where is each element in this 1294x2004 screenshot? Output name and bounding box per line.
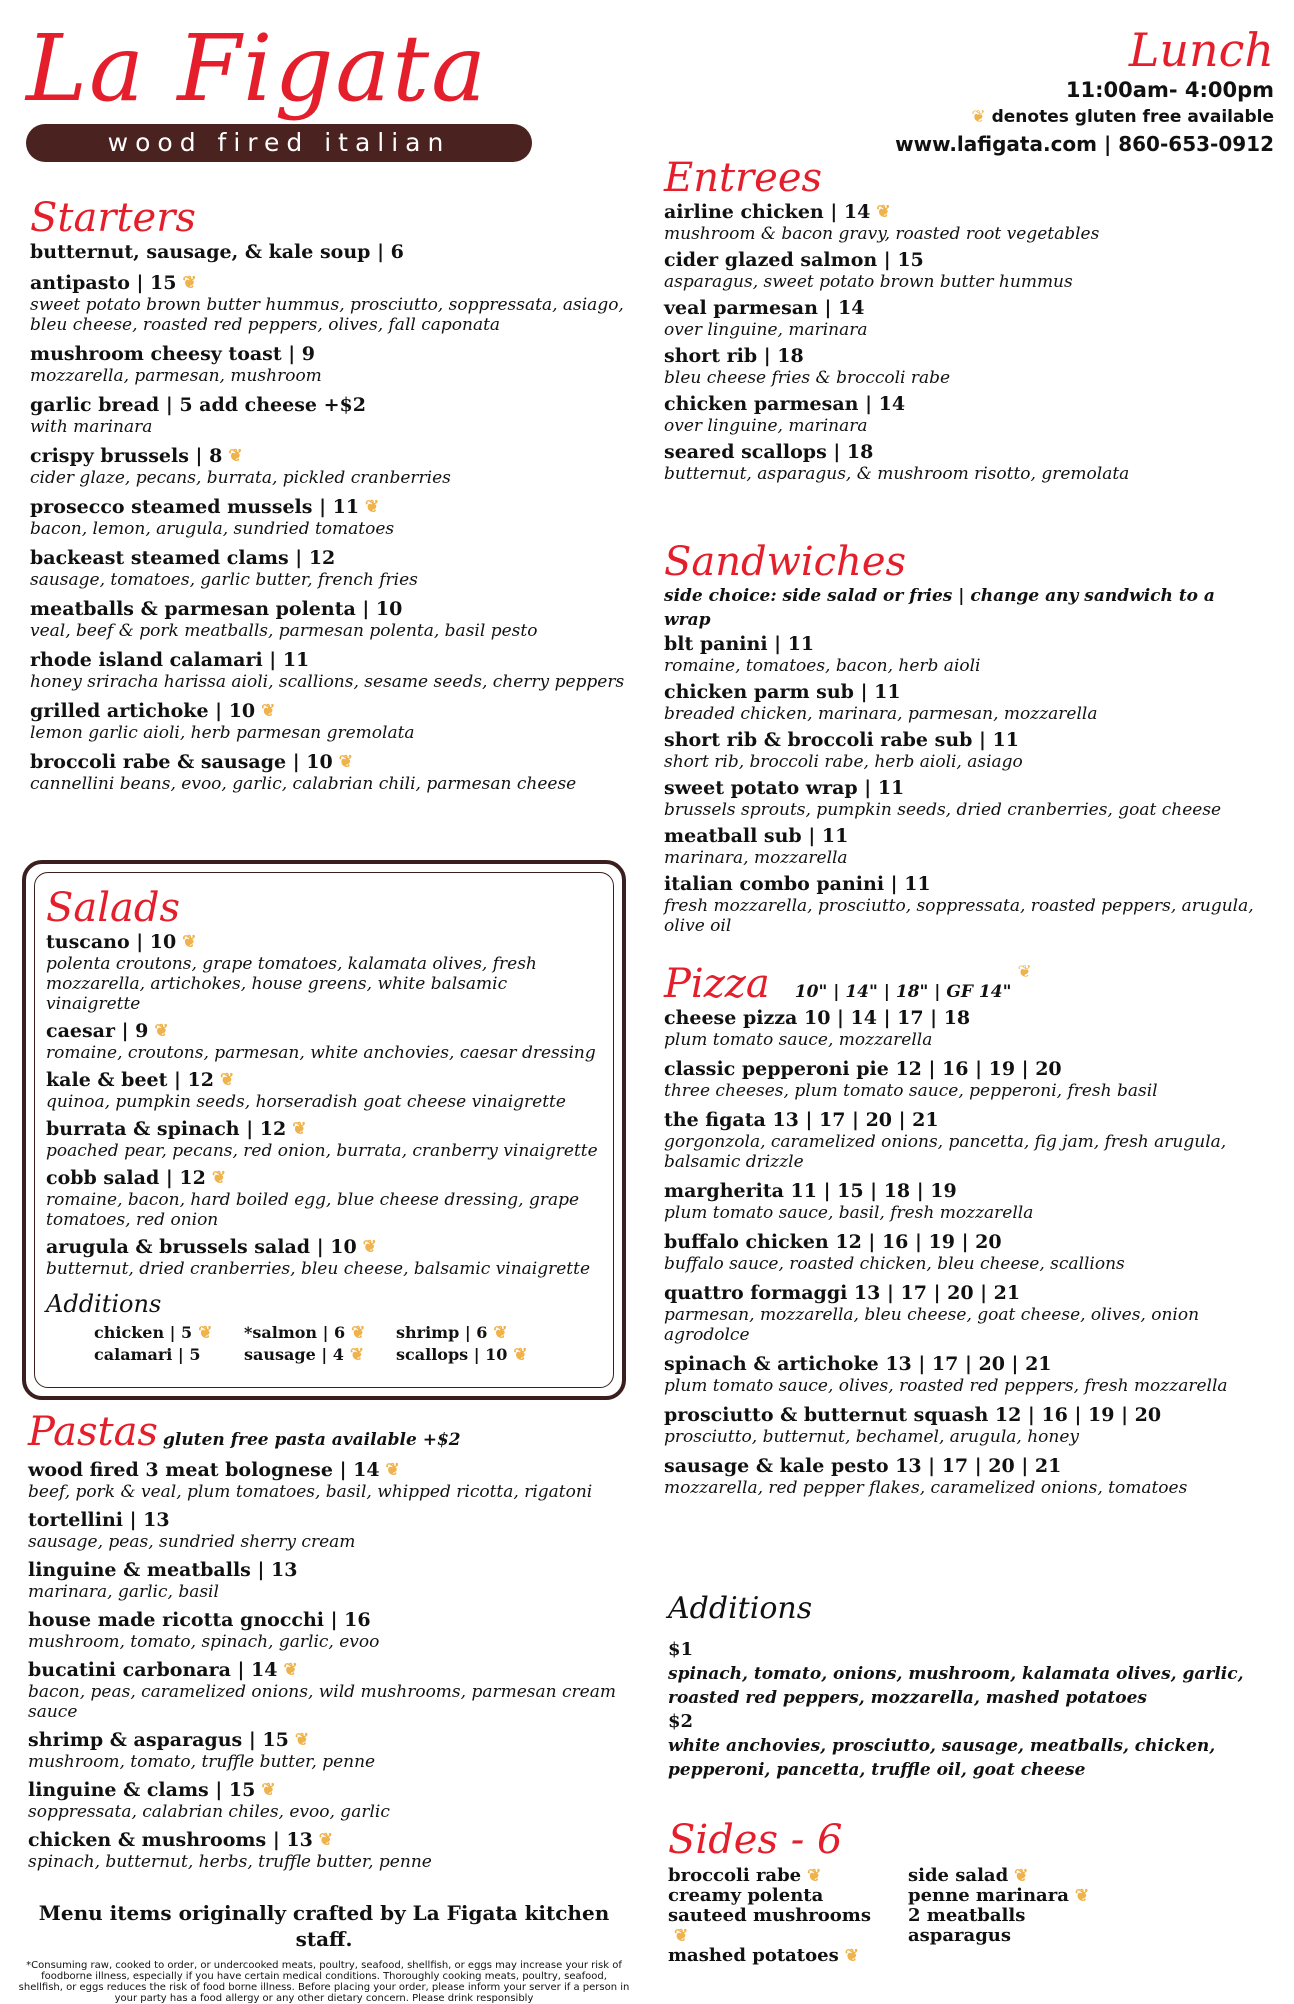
menu-item-description: plum tomato sauce, basil, fresh mozzarella: [664, 1203, 1034, 1223]
footer-credit: Menu items originally crafted by La Figata kitchen staff.: [38, 1901, 610, 1951]
menu-item-name: [664, 200, 1264, 224]
menu-item-description: romaine, croutons, parmesan, white anchovies, caesar dressing: [46, 1043, 596, 1063]
menu-item: [30, 240, 630, 264]
menu-item-name: [46, 1068, 606, 1092]
menu-item-name-text: grilled artichoke | 10: [30, 700, 256, 722]
addition-item: calamari | 5: [94, 1345, 201, 1364]
menu-item-name-text: prosciutto & butternut squash 12 | 16 | 19 | 20: [664, 1404, 1162, 1426]
menu-item-description: marinara, garlic, basil: [28, 1582, 219, 1602]
menu-item: [664, 1179, 1264, 1223]
menu-item-name: [664, 1281, 1264, 1305]
sides-left: [668, 1866, 888, 1966]
menu-header: [895, 24, 1274, 158]
side-item: 2 meatballs: [908, 1905, 1026, 1926]
menu-item-description: plum tomato sauce, mozzarella: [664, 1030, 933, 1050]
menu-item: [664, 1352, 1264, 1396]
menu-item-description: mozzarella, red pepper flakes, caramelized onions, tomatoes: [664, 1478, 1188, 1498]
menu-item-description: sweet potato brown butter hummus, prosciutto, soppressata, asiago, bleu cheese, roasted red peppers, olives, fall caponata: [30, 295, 624, 335]
menu-item: [30, 342, 630, 386]
menu-item-name: [30, 546, 630, 570]
menu-item-description: mushroom, tomato, truffle butter, penne: [28, 1752, 376, 1772]
pizza-section: [664, 962, 1264, 1505]
wheat-icon: ❦: [1074, 1886, 1090, 1906]
menu-item: [664, 296, 1264, 340]
menu-item-description: beef, pork & veal, plum tomatoes, basil, whipped ricotta, rigatoni: [28, 1482, 593, 1502]
menu-item: [664, 632, 1264, 676]
menu-item: [664, 1108, 1264, 1172]
wheat-icon: ❦: [971, 107, 986, 127]
menu-item-description: mushroom, tomato, spinach, garlic, evoo: [28, 1632, 380, 1652]
menu-item-name: [664, 872, 1264, 896]
menu-item-name: [46, 1019, 606, 1043]
wheat-icon: ❦: [228, 446, 243, 466]
wheat-icon: ❦: [292, 1119, 307, 1139]
menu-item: [664, 824, 1264, 868]
menu-item-description: sausage, peas, sundried sherry cream: [28, 1532, 356, 1552]
menu-item-name-text: caesar | 9: [46, 1020, 149, 1042]
menu-item-description: mozzarella, parmesan, mushroom: [30, 366, 322, 386]
side-item: sauteed mushrooms: [668, 1905, 871, 1926]
menu-item-name-text: prosecco steamed mussels | 11: [30, 496, 360, 518]
menu-item-name-text: tuscano | 10: [46, 931, 177, 953]
menu-item-name-text: airline chicken | 14: [664, 201, 871, 223]
menu-item-name-text: antipasto | 15: [30, 272, 177, 294]
menu-item-name: [664, 1454, 1264, 1478]
menu-item-description: poached pear, pecans, red onion, burrata, cranberry vinaigrette: [46, 1141, 598, 1161]
menu-item: [46, 1166, 606, 1230]
menu-item-name-text: chicken & mushrooms | 13: [28, 1829, 313, 1851]
addition-item: chicken | 5: [94, 1323, 193, 1342]
pizza-additions-title: Additions: [668, 1591, 813, 1626]
pastas-section: [28, 1410, 633, 1878]
menu-item-name: [664, 1057, 1264, 1081]
menu-item-name: [664, 632, 1264, 656]
menu-item-description: romaine, bacon, hard boiled egg, blue cheese dressing, grape tomatoes, red onion: [46, 1190, 580, 1230]
menu-item-name-text: buffalo chicken 12 | 16 | 19 | 20: [664, 1231, 1002, 1253]
menu-item-description: plum tomato sauce, olives, roasted red peppers, fresh mozzarella: [664, 1376, 1228, 1396]
menu-item-name-text: backeast steamed clams | 12: [30, 547, 336, 569]
menu-item: [30, 699, 630, 743]
menu-item-name-text: short rib | 18: [664, 345, 804, 367]
wheat-icon: ❦: [1017, 962, 1032, 982]
menu-item-name: [664, 392, 1264, 416]
pastas-list: [28, 1458, 633, 1872]
menu-item-name-text: blt panini | 11: [664, 633, 815, 655]
menu-item-description: honey sriracha harissa aioli, scallions, sesame seeds, cherry peppers: [30, 672, 625, 692]
menu-item-name-text: veal parmesan | 14: [664, 297, 865, 319]
menu-item-name-text: the figata 13 | 17 | 20 | 21: [664, 1109, 939, 1131]
menu-item: [664, 872, 1264, 936]
menu-item: [28, 1778, 633, 1822]
sides-title: Sides - 6: [668, 1817, 843, 1863]
menu-item-description: asparagus, sweet potato brown butter hummus: [664, 272, 1073, 292]
menu-item-description: cannellini beans, evoo, garlic, calabrian chili, parmesan cheese: [30, 774, 577, 794]
menu-item: [28, 1728, 633, 1772]
wheat-icon: ❦: [362, 1237, 377, 1257]
menu-item-description: butternut, dried cranberries, bleu cheese, balsamic vinaigrette: [46, 1259, 591, 1279]
wheat-icon: ❦: [1014, 1866, 1029, 1886]
menu-item-name-text: bucatini carbonara | 14: [28, 1659, 278, 1681]
sandwiches-note: side choice: side salad or fries | change any sandwich to a wrap: [664, 586, 1215, 630]
pizza-sizes: 10" | 14" | 18" | GF 14": [794, 982, 1012, 1002]
addition-list-1: spinach, tomato, onions, mushroom, kalamata olives, garlic, roasted red peppers, mozzarella, mashed potatoes: [668, 1664, 1244, 1708]
menu-item-name: [30, 271, 630, 295]
menu-item: [664, 200, 1264, 244]
menu-item-description: over linguine, marinara: [664, 416, 868, 436]
menu-item-description: soppressata, calabrian chiles, evoo, garlic: [28, 1802, 390, 1822]
menu-item-description: buffalo sauce, roasted chicken, bleu cheese, scallions: [664, 1254, 1125, 1274]
wheat-icon: ❦: [844, 1946, 859, 1966]
menu-item-description: veal, beef & pork meatballs, parmesan polenta, basil pesto: [30, 621, 538, 641]
menu-item: [664, 248, 1264, 292]
meal-title: Lunch: [1128, 23, 1274, 77]
menu-item-name-text: shrimp & asparagus | 15: [28, 1729, 289, 1751]
menu-item-description: gorgonzola, caramelized onions, pancetta, fig jam, fresh arugula, balsamic drizzle: [664, 1132, 1227, 1172]
menu-item-description: prosciutto, butternut, bechamel, arugula, honey: [664, 1427, 1079, 1447]
menu-item-name: [664, 440, 1264, 464]
menu-item-name: [664, 824, 1264, 848]
menu-item-name: [664, 1006, 1264, 1030]
wheat-icon: ❦: [294, 1730, 310, 1750]
menu-item: [46, 1235, 606, 1279]
menu-item: [664, 392, 1264, 436]
menu-item-name: [30, 240, 630, 264]
menu-item: [664, 680, 1264, 724]
addition-item: scallops | 10: [396, 1345, 508, 1364]
menu-item: [46, 1068, 606, 1112]
wheat-icon: ❦: [261, 701, 276, 721]
wheat-icon: ❦: [385, 1460, 400, 1480]
menu-item-description: three cheeses, plum tomato sauce, pepperoni, fresh basil: [664, 1081, 1158, 1101]
menu-item: [30, 393, 630, 437]
menu-item-name-text: tortellini | 13: [28, 1509, 170, 1531]
menu-item-name-text: cobb salad | 12: [46, 1167, 206, 1189]
pastas-title: Pastas: [28, 1409, 158, 1455]
logo-tagline: wood fired italian: [26, 124, 532, 162]
entrees-list: [664, 200, 1264, 484]
menu-item-name-text: meatball sub | 11: [664, 825, 849, 847]
wheat-icon: ❦: [338, 752, 353, 772]
side-item: side salad: [908, 1865, 1009, 1886]
menu-item: [664, 1230, 1264, 1274]
menu-item-name-text: arugula & brussels salad | 10: [46, 1236, 357, 1258]
wheat-icon: ❦: [283, 1660, 298, 1680]
menu-item-name: [28, 1558, 633, 1582]
menu-item: [46, 930, 606, 1014]
menu-item-description: spinach, butternut, herbs, truffle butter, penne: [28, 1852, 432, 1872]
menu-item-name-text: crispy brussels | 8: [30, 445, 223, 467]
menu-item: [664, 440, 1264, 484]
menu-item: [664, 1403, 1264, 1447]
addition-price-2: $2: [668, 1711, 694, 1732]
menu-item-name: [28, 1508, 633, 1532]
menu-item-name-text: butternut, sausage, & kale soup | 6: [30, 241, 404, 263]
entrees-title: Entrees: [664, 155, 823, 201]
menu-item-description: breaded chicken, marinara, parmesan, mozzarella: [664, 704, 1098, 724]
menu-item-name: [46, 1235, 606, 1259]
menu-item-name-text: mushroom cheesy toast | 9: [30, 343, 316, 365]
menu-item-name: [664, 680, 1264, 704]
wheat-icon: ❦: [318, 1830, 334, 1850]
menu-item-description: quinoa, pumpkin seeds, horseradish goat cheese vinaigrette: [46, 1092, 566, 1112]
hours: 11:00am- 4:00pm: [1065, 78, 1274, 102]
menu-item-name-text: broccoli rabe & sausage | 10: [30, 751, 333, 773]
menu-item: [30, 597, 630, 641]
side-item: asparagus: [908, 1925, 1011, 1946]
menu-item-name: [30, 444, 630, 468]
menu-item: [28, 1458, 633, 1502]
menu-item-description: brussels sprouts, pumpkin seeds, dried cranberries, goat cheese: [664, 800, 1222, 820]
sandwiches-list: [664, 632, 1264, 936]
addition-item: *salmon | 6: [244, 1323, 346, 1342]
menu-item-name-text: sweet potato wrap | 11: [664, 777, 905, 799]
sandwiches-section: [664, 540, 1264, 940]
menu-item-name-text: italian combo panini | 11: [664, 873, 931, 895]
menu-item-name-text: spinach & artichoke 13 | 17 | 20 | 21: [664, 1353, 1052, 1375]
menu-item-name-text: cheese pizza 10 | 14 | 17 | 18: [664, 1007, 971, 1029]
side-item: penne marinara: [908, 1885, 1069, 1906]
menu-item-name: [30, 750, 630, 774]
wheat-icon: ❦: [365, 497, 380, 517]
menu-item-description: over linguine, marinara: [664, 320, 868, 340]
menu-item-name-text: linguine & meatballs | 13: [28, 1559, 298, 1581]
contact: www.lafigata.com | 860-653-0912: [895, 132, 1274, 156]
menu-item-name: [664, 1352, 1264, 1376]
menu-item-name: [664, 1230, 1264, 1254]
menu-item: [30, 271, 630, 335]
menu-item: [30, 495, 630, 539]
menu-item-name: [28, 1458, 633, 1482]
menu-item-name: [28, 1778, 633, 1802]
menu-item: [30, 750, 630, 794]
menu-item-name-text: cider glazed salmon | 15: [664, 249, 924, 271]
menu-item: [28, 1558, 633, 1602]
menu-item: [664, 344, 1264, 388]
footer: [18, 1900, 630, 2004]
wheat-icon: ❦: [513, 1345, 528, 1365]
menu-item: [30, 444, 630, 488]
addition-item: sausage | 4: [244, 1345, 344, 1364]
menu-item: [30, 648, 630, 692]
side-item: mashed potatoes: [668, 1945, 839, 1966]
menu-item-description: sausage, tomatoes, garlic butter, french fries: [30, 570, 418, 590]
menu-item-name-text: meatballs & parmesan polenta | 10: [30, 598, 403, 620]
menu-item-description: with marinara: [30, 417, 153, 437]
menu-item-name-text: garlic bread | 5 add cheese +$2: [30, 394, 366, 416]
menu-item: [664, 1057, 1264, 1101]
salads-list: [46, 930, 606, 1279]
menu-item-name-text: wood fired 3 meat bolognese | 14: [28, 1459, 380, 1481]
menu-item: [46, 1117, 606, 1161]
menu-item-description: marinara, mozzarella: [664, 848, 848, 868]
gf-note: denotes gluten free available: [991, 107, 1274, 127]
wheat-icon: ❦: [211, 1168, 227, 1188]
starters-title: Starters: [30, 195, 196, 241]
pizza-title: Pizza: [664, 961, 770, 1007]
menu-item-name: [30, 495, 630, 519]
menu-item-name-text: house made ricotta gnocchi | 16: [28, 1609, 371, 1631]
menu-item: [30, 546, 630, 590]
menu-item-description: bleu cheese fries & broccoli rabe: [664, 368, 951, 388]
menu-item-description: mushroom & bacon gravy, roasted root vegetables: [664, 224, 1100, 244]
wheat-icon: ❦: [349, 1345, 365, 1365]
menu-item-name-text: short rib & broccoli rabe sub | 11: [664, 729, 1019, 751]
menu-item-name-text: quattro formaggi 13 | 17 | 20 | 21: [664, 1282, 1021, 1304]
menu-item-name: [46, 1166, 606, 1190]
logo-title: La Figata: [26, 15, 489, 122]
entrees-section: [664, 156, 1264, 488]
wheat-icon: ❦: [493, 1323, 508, 1343]
pastas-note: gluten free pasta available +$2: [163, 1430, 461, 1450]
sandwiches-title: Sandwiches: [664, 539, 907, 585]
addition-item: shrimp | 6: [396, 1323, 488, 1342]
wheat-icon: ❦: [261, 1780, 276, 1800]
pizza-additions-section: [668, 1592, 1268, 1782]
menu-item-name: [46, 930, 606, 954]
menu-item-name-text: chicken parmesan | 14: [664, 393, 906, 415]
menu-item: [28, 1658, 633, 1722]
wheat-icon: ❦: [220, 1070, 235, 1090]
menu-item-name: [664, 296, 1264, 320]
menu-item-name-text: classic pepperoni pie 12 | 16 | 19 | 20: [664, 1058, 1062, 1080]
menu-item-description: butternut, asparagus, & mushroom risotto, gremolata: [664, 464, 1130, 484]
menu-item: [28, 1608, 633, 1652]
wheat-icon: ❦: [876, 202, 891, 222]
wheat-icon: ❦: [807, 1866, 822, 1886]
menu-item-name: [664, 1108, 1264, 1132]
menu-item-name: [664, 248, 1264, 272]
wheat-icon: ❦: [674, 1926, 689, 1946]
addition-list-2: white anchovies, prosciutto, sausage, meatballs, chicken, pepperoni, pancetta, truffle oil, goat cheese: [668, 1736, 1216, 1780]
menu-item: [664, 728, 1264, 772]
menu-item: [664, 1006, 1264, 1050]
wheat-icon: ❦: [182, 273, 197, 293]
menu-item-name: [28, 1658, 633, 1682]
menu-item-name: [30, 699, 630, 723]
menu-item: [664, 776, 1264, 820]
logo: [26, 15, 536, 162]
menu-item-name-text: burrata & spinach | 12: [46, 1118, 287, 1140]
menu-item-description: bacon, lemon, arugula, sundried tomatoes: [30, 519, 395, 539]
menu-item-description: parmesan, mozzarella, bleu cheese, goat cheese, olives, onion agrodolce: [664, 1305, 1200, 1345]
menu-item-name: [664, 344, 1264, 368]
menu-item-name: [664, 776, 1264, 800]
menu-item-name: [664, 1179, 1264, 1203]
wheat-icon: ❦: [351, 1323, 366, 1343]
menu-item: [28, 1508, 633, 1552]
menu-item-name: [30, 597, 630, 621]
menu-item: [664, 1281, 1264, 1345]
salad-additions-title: Additions: [46, 1290, 162, 1318]
side-item: creamy polenta: [668, 1885, 824, 1906]
menu-item-name: [30, 393, 630, 417]
sides-right: [908, 1866, 1148, 1946]
menu-item: [664, 1454, 1264, 1498]
menu-item-description: lemon garlic aioli, herb parmesan gremolata: [30, 723, 415, 743]
salads-title: Salads: [46, 885, 181, 931]
menu-item-description: short rib, broccoli rabe, herb aioli, asiago: [664, 752, 1023, 772]
menu-item-name: [664, 1403, 1264, 1427]
menu-item-name: [28, 1828, 633, 1852]
menu-item-description: polenta croutons, grape tomatoes, kalamata olives, fresh mozzarella, artichokes, house greens, white balsamic vinaigrette: [46, 954, 537, 1014]
starters-section: [30, 196, 630, 801]
salads-section: [46, 886, 606, 1321]
sides-section: [668, 1818, 1268, 1966]
menu-item-name-text: rhode island calamari | 11: [30, 649, 310, 671]
menu-item-description: fresh mozzarella, prosciutto, soppressata, roasted peppers, arugula, olive oil: [664, 896, 1254, 936]
menu-item-description: cider glaze, pecans, burrata, pickled cranberries: [30, 468, 451, 488]
menu-item-name: [30, 648, 630, 672]
menu-item-name-text: margherita 11 | 15 | 18 | 19: [664, 1180, 957, 1202]
menu-item-name-text: sausage & kale pesto 13 | 17 | 20 | 21: [664, 1455, 1062, 1477]
menu-item-description: romaine, tomatoes, bacon, herb aioli: [664, 656, 981, 676]
menu-item: [46, 1019, 606, 1063]
menu-item-name: [46, 1117, 606, 1141]
salads-box: [22, 860, 626, 1400]
menu-item-name-text: kale & beet | 12: [46, 1069, 214, 1091]
menu-item: [28, 1828, 633, 1872]
side-item: broccoli rabe: [668, 1865, 802, 1886]
menu-item-description: bacon, peas, caramelized onions, wild mushrooms, parmesan cream sauce: [28, 1682, 616, 1722]
pizza-list: [664, 1006, 1264, 1498]
wheat-icon: ❦: [154, 1021, 169, 1041]
menu-item-name: [28, 1728, 633, 1752]
wheat-icon: ❦: [182, 932, 197, 952]
menu-item-name-text: chicken parm sub | 11: [664, 681, 901, 703]
wheat-icon: ❦: [198, 1323, 213, 1343]
menu-item-name: [664, 728, 1264, 752]
starters-list: [30, 240, 630, 794]
menu-item-name-text: linguine & clams | 15: [28, 1779, 256, 1801]
addition-price-1: $1: [668, 1639, 694, 1660]
menu-item-name-text: seared scallops | 18: [664, 441, 874, 463]
footer-disclaimer: *Consuming raw, cooked to order, or undercooked meats, poultry, seafood, shellfish, or eggs may increase your risk of foodborne illness, especially if you have certain medical conditions. Thoroughly cooking meats, poultry, seafood, shellfish, or eggs reduces the risk of food borne illness. Before placing your order, please inform your server if a person in your party has a food allergy or any other dietary concern. Please drink responsibly: [18, 1960, 630, 2004]
menu-item-name: [28, 1608, 633, 1632]
menu-item-name: [30, 342, 630, 366]
